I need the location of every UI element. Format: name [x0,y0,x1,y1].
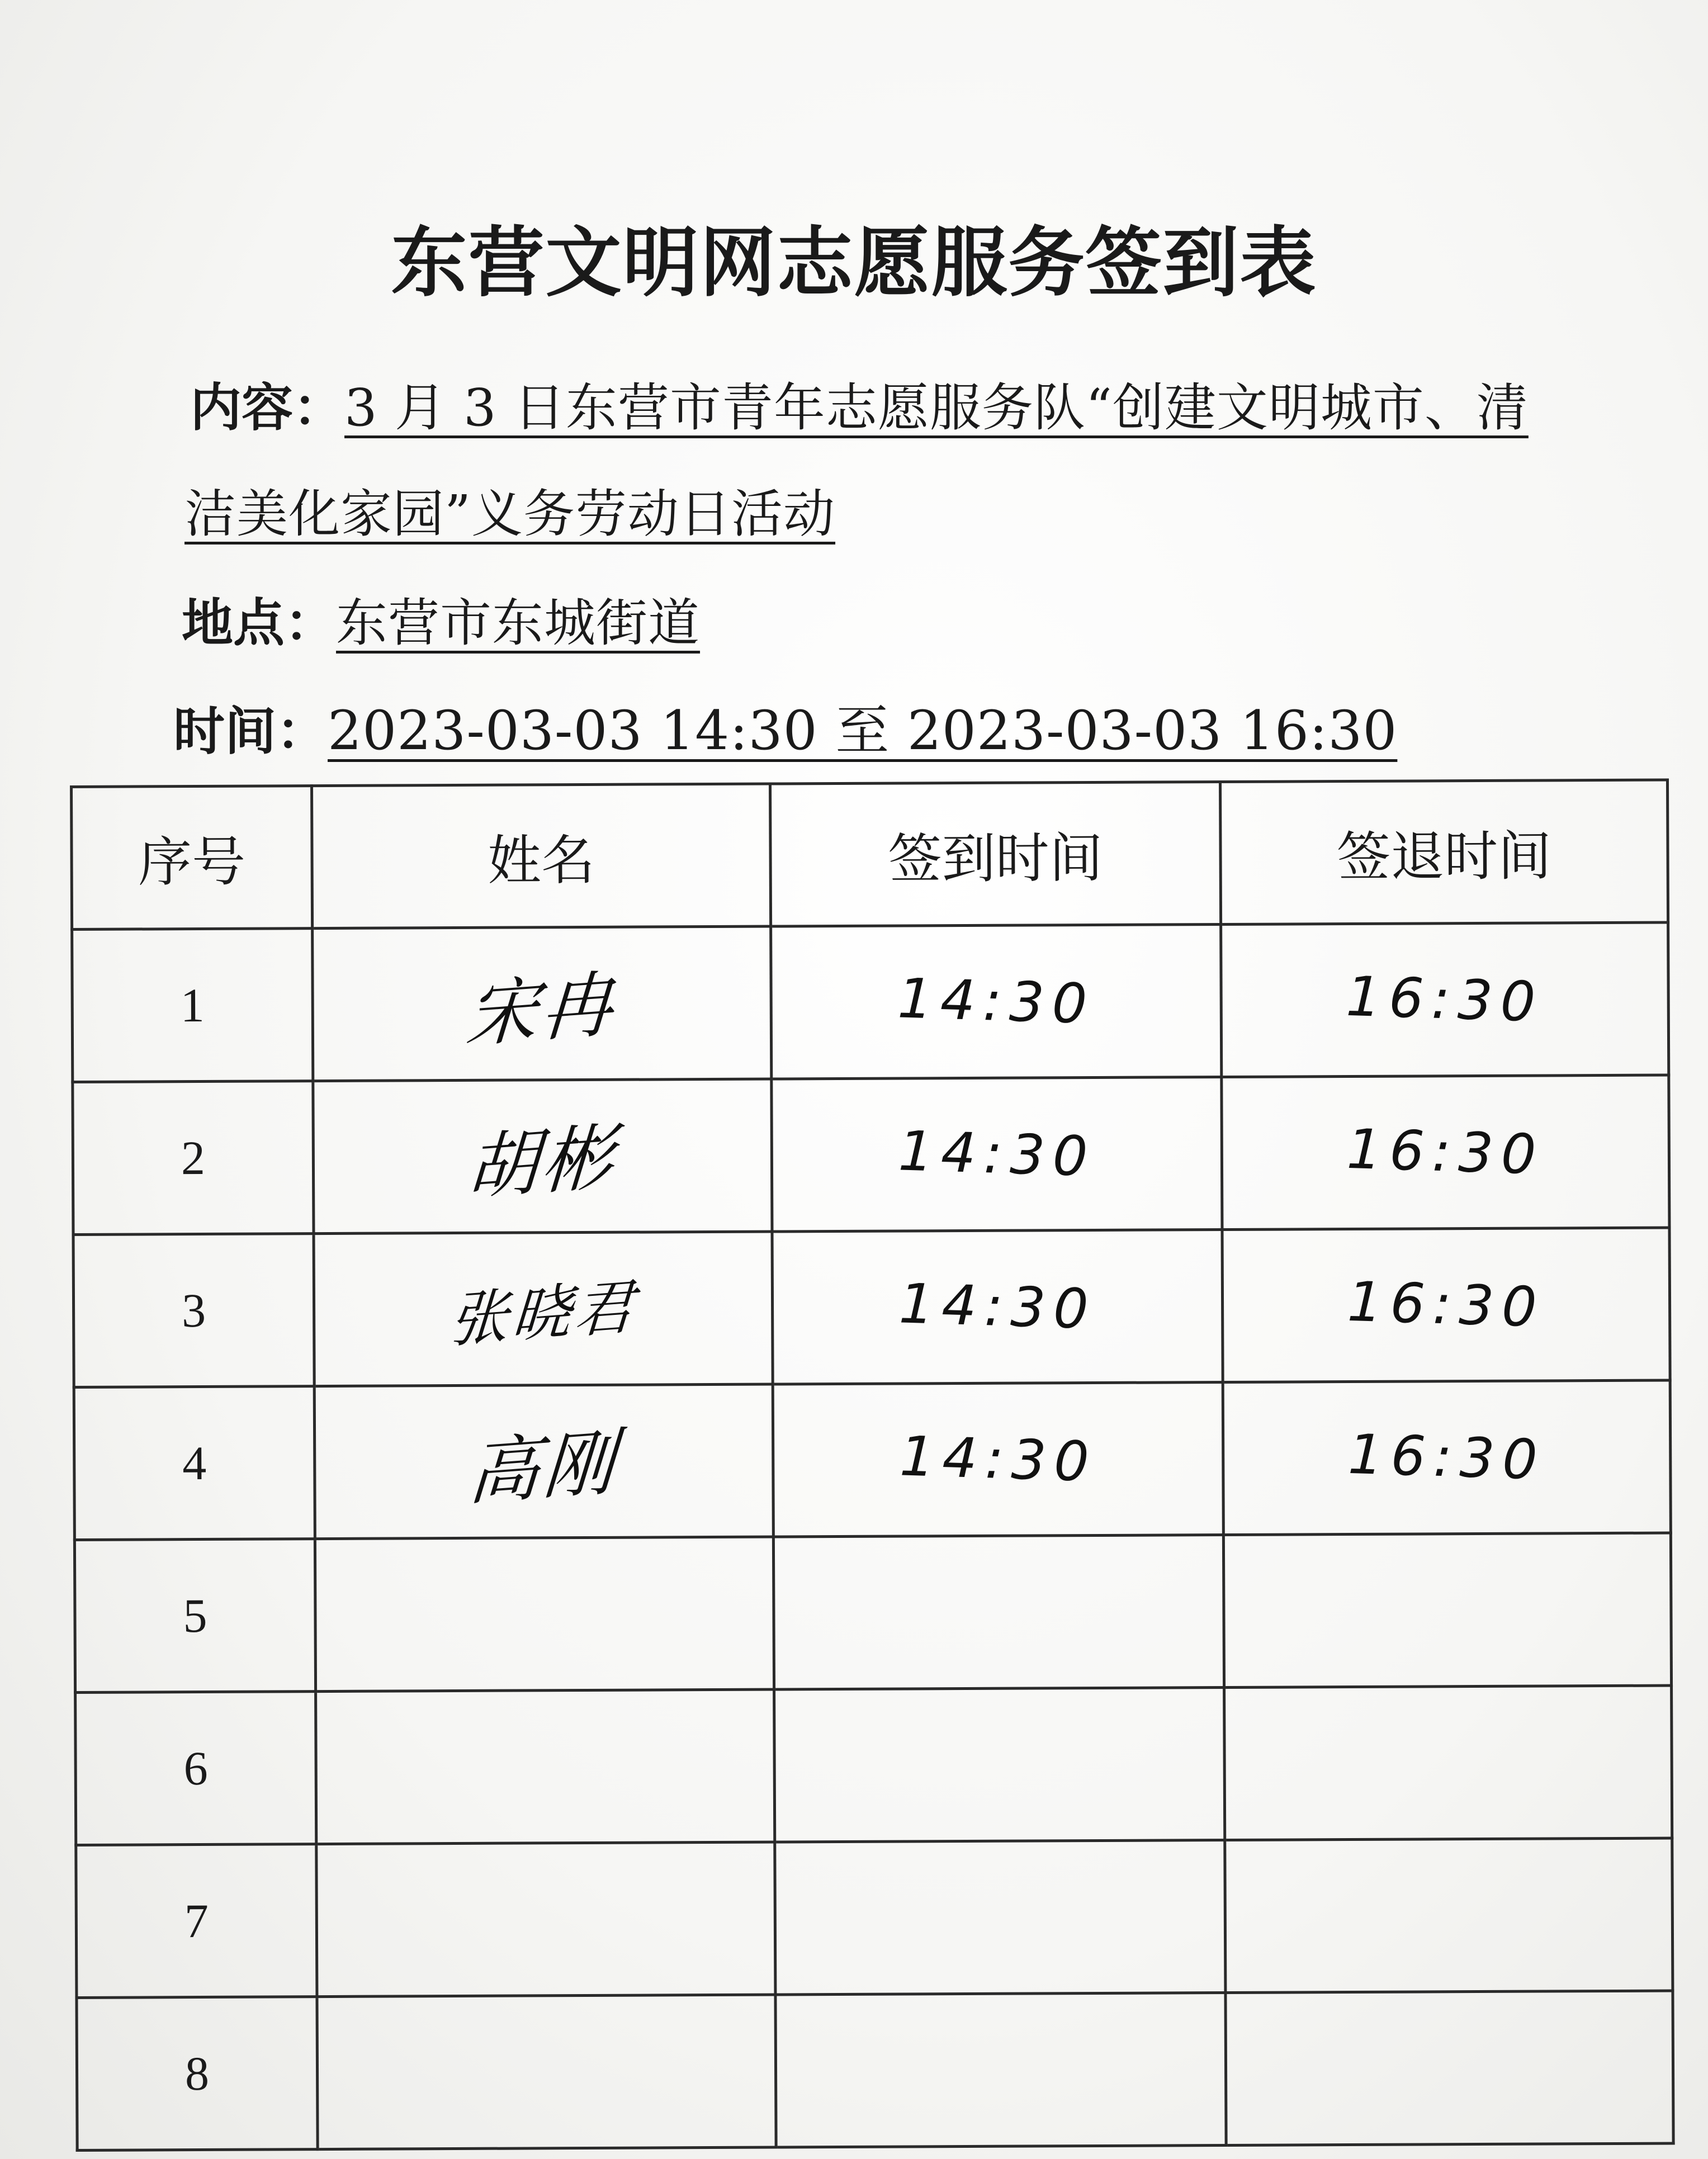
sign-in-table [70,779,1675,2152]
table-row [75,1685,1672,1845]
time-value: 2023-03-03 14:30 至 2023-03-03 16:30 [328,699,1398,762]
row-check-in [772,1230,1223,1385]
signature: 张晓君 [447,1272,639,1356]
handwritten-time: 16:30 [1347,1422,1546,1493]
location-value: 东营市东城街道 [336,593,701,653]
table-row [76,1838,1673,1997]
row-check-in [772,1077,1222,1232]
row-name [316,1689,775,1844]
handwritten-time: 16:30 [1345,964,1545,1035]
row-check-out [1223,1380,1671,1535]
content-field-continued [184,484,835,545]
row-seq: 8 [77,1997,318,2151]
row-name [314,1384,773,1539]
row-seq: 4 [74,1386,315,1540]
row-check-out [1225,1838,1673,1992]
content-label: 内容： [190,378,345,438]
location-label: 地点： [182,593,337,653]
handwritten-time: 14:30 [896,967,1096,1037]
row-check-out [1226,1991,1673,2145]
row-check-out [1224,1685,1672,1840]
row-name [314,1232,773,1386]
content-field [190,377,1529,439]
row-check-in [775,1993,1226,2148]
row-check-in [774,1688,1225,1843]
handwritten-time: 14:30 [897,1119,1096,1190]
row-name [315,1537,774,1692]
row-check-in [773,1535,1224,1690]
header-name: 姓名 [312,784,771,929]
table-header-row [72,780,1668,929]
table-row [74,1380,1671,1540]
time-label: 时间： [173,702,328,761]
header-seq: 序号 [72,786,313,930]
row-check-in [771,925,1222,1080]
row-seq: 7 [76,1844,317,1998]
signature: 胡彬 [465,1115,620,1210]
row-name [316,1842,775,1997]
signature: 宋冉 [463,962,619,1058]
location-field [182,593,700,654]
row-name [313,1079,772,1234]
signature: 高刚 [466,1420,621,1516]
row-seq: 5 [74,1539,315,1693]
row-check-out [1223,1533,1671,1687]
table-row [72,922,1669,1082]
document-title: 东营文明网志愿服务签到表 [391,219,1317,307]
handwritten-time: 16:30 [1346,1270,1546,1340]
table-row [74,1533,1671,1692]
row-check-out [1222,1228,1670,1382]
row-check-out [1222,1075,1669,1229]
row-seq: 3 [73,1234,314,1388]
time-field [173,699,1397,763]
row-check-in [773,1382,1223,1537]
table-row [73,1075,1669,1234]
content-value-line1: 3 月 3 日东营市青年志愿服务队“创建文明城市、清 [344,378,1529,438]
table-row [73,1228,1670,1387]
row-check-out [1221,922,1669,1077]
table-row [77,1991,1673,2150]
header-check-in: 签到时间 [770,782,1220,927]
row-name [313,926,772,1081]
handwritten-time: 14:30 [898,1424,1098,1495]
row-seq: 2 [73,1081,314,1235]
row-name [317,1995,776,2149]
row-check-in [775,1840,1226,1995]
row-seq: 1 [72,929,313,1082]
row-seq: 6 [75,1692,316,1845]
handwritten-time: 16:30 [1346,1117,1545,1187]
handwritten-time: 14:30 [898,1272,1097,1342]
header-check-out: 签退时间 [1220,780,1668,924]
content-value-line2: 洁美化家园”义务劳动日活动 [184,484,836,544]
